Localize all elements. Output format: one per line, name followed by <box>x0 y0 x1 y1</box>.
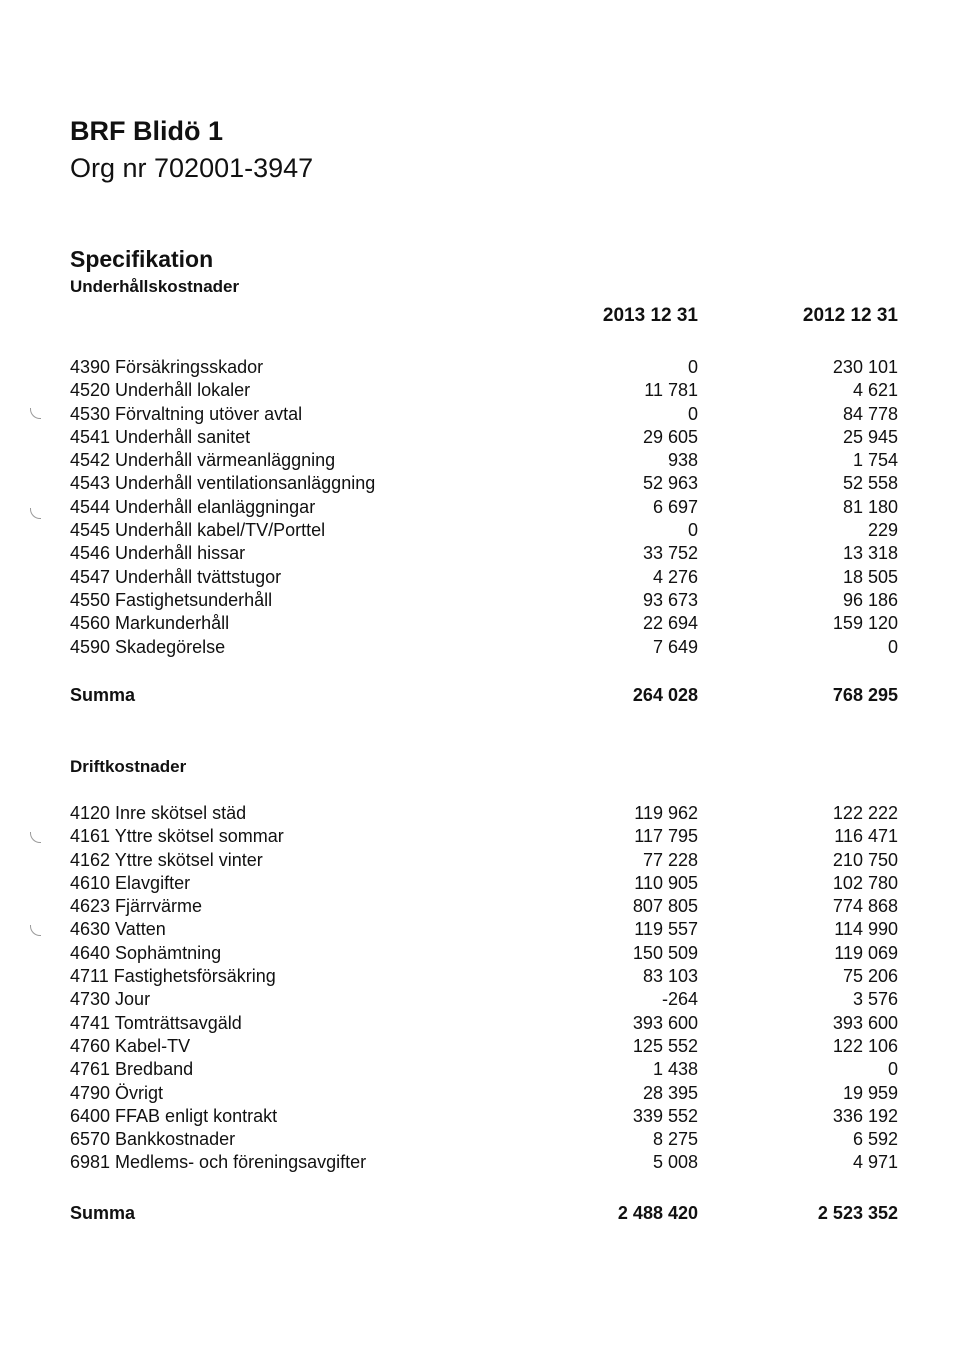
org-number: Org nr 702001-3947 <box>70 153 314 183</box>
row-value-2013: 7 649 <box>652 636 698 657</box>
row-label: 4162 Yttre skötsel vinter <box>70 849 263 870</box>
row-value-2012: 84 778 <box>842 403 898 424</box>
row-value-2012: 102 780 <box>832 872 898 893</box>
table-row <box>0 496 960 519</box>
row-value-2013: 110 905 <box>634 872 698 893</box>
row-value-2013: 29 605 <box>642 426 698 447</box>
row-label: 4541 Underhåll sanitet <box>70 426 251 447</box>
row-label: 4543 Underhåll ventilationsanläggning <box>70 473 376 494</box>
row-value-2012: 230 101 <box>832 357 898 377</box>
row-value-2012: 18 505 <box>842 566 898 587</box>
table-row <box>0 1151 960 1174</box>
company-name: BRF Blidö 1 <box>70 116 223 146</box>
column-header-2013: 2013 12 31 <box>602 305 698 326</box>
table-row <box>0 918 960 941</box>
row-label: 6570 Bankkostnader <box>70 1129 236 1150</box>
row-value-2012: 0 <box>887 1059 898 1080</box>
row-value-2012: 0 <box>887 636 898 657</box>
row-value-2013: 93 673 <box>642 589 698 610</box>
row-label: 4730 Jour <box>70 989 151 1010</box>
row-value-2013: 52 963 <box>642 473 698 494</box>
section-heading-underhall: Underhållskostnader <box>70 277 240 296</box>
row-value-2012: 122 222 <box>832 803 898 823</box>
row-value-2013: 339 552 <box>632 1105 698 1126</box>
row-value-2013: 83 103 <box>642 966 698 987</box>
row-value-2012: 52 558 <box>842 473 898 494</box>
row-value-2013: 938 <box>667 450 698 471</box>
row-label: 4542 Underhåll värmeanläggning <box>70 450 336 471</box>
table-row <box>0 802 960 825</box>
row-label: 6400 FFAB enligt kontrakt <box>70 1105 278 1126</box>
table-row <box>0 449 960 472</box>
row-label: 4630 Vatten <box>70 919 166 940</box>
row-label: 4550 Fastighetsunderhåll <box>70 589 273 610</box>
row-label: 4790 Övrigt <box>70 1082 164 1103</box>
row-value-2013: 33 752 <box>642 543 698 564</box>
row-label: 4560 Markunderhåll <box>70 613 230 634</box>
row-label: 4760 Kabel-TV <box>70 1035 191 1056</box>
table-row <box>0 825 960 848</box>
row-value-2013: 150 509 <box>632 942 698 963</box>
row-label: 4520 Underhåll lokaler <box>70 380 251 401</box>
row-value-2013: 6 697 <box>652 496 698 517</box>
table-row <box>0 1058 960 1081</box>
row-value-2013: 5 008 <box>652 1152 698 1173</box>
row-value-2013: 117 795 <box>634 826 698 847</box>
table-row <box>0 1035 960 1058</box>
row-label: 4741 Tomträttsavgäld <box>70 1012 242 1033</box>
row-label: 4590 Skadegörelse <box>70 636 226 657</box>
row-value-2013: 119 557 <box>634 919 698 940</box>
row-label: 4390 Försäkringsskador <box>70 357 264 377</box>
row-label: 4761 Bredband <box>70 1059 194 1080</box>
row-value-2013: 393 600 <box>632 1012 698 1033</box>
row-value-2013: 22 694 <box>642 613 698 634</box>
drift-table <box>0 802 960 1175</box>
row-value-2013: 4 276 <box>652 566 698 587</box>
column-header-2012: 2012 12 31 <box>802 305 898 326</box>
row-value-2012: 229 <box>867 520 898 541</box>
table-row <box>0 472 960 495</box>
table-row <box>0 895 960 918</box>
table-row <box>0 988 960 1011</box>
sum-value-2012: 768 295 <box>832 685 898 705</box>
row-label: 4530 Förvaltning utöver avtal <box>70 403 303 424</box>
table-row <box>0 589 960 612</box>
table-row <box>0 379 960 402</box>
row-value-2012: 116 471 <box>834 826 898 847</box>
row-value-2012: 774 868 <box>832 896 898 917</box>
row-value-2013: 0 <box>687 357 698 377</box>
row-value-2012: 114 990 <box>834 919 898 940</box>
section-heading-drift: Driftkostnader <box>70 757 187 776</box>
sum-value-2012: 2 523 352 <box>817 1203 898 1223</box>
row-value-2013: 11 781 <box>644 380 698 401</box>
row-label: 4623 Fjärrvärme <box>70 896 203 917</box>
row-value-2013: 807 805 <box>632 896 698 917</box>
row-value-2012: 210 750 <box>832 849 898 870</box>
row-value-2012: 96 186 <box>842 589 898 610</box>
row-label: 4544 Underhåll elanläggningar <box>70 496 316 517</box>
row-value-2012: 122 106 <box>832 1035 898 1056</box>
row-label: 4545 Underhåll kabel/TV/Porttel <box>70 520 326 541</box>
table-row <box>0 356 960 379</box>
sum-label: Summa <box>70 1203 136 1223</box>
row-value-2012: 25 945 <box>842 426 898 447</box>
sum-label: Summa <box>70 685 136 705</box>
row-label: 4640 Sophämtning <box>70 942 222 963</box>
row-value-2013: 0 <box>687 520 698 541</box>
row-value-2012: 4 971 <box>852 1152 898 1173</box>
row-label: 4547 Underhåll tvättstugor <box>70 566 282 587</box>
sum-value-2013: 2 488 420 <box>617 1203 698 1223</box>
underhall-table <box>0 356 960 659</box>
page-title: Specifikation <box>70 246 214 272</box>
sum-value-2013: 264 028 <box>632 685 698 705</box>
row-label: 6981 Medlems- och föreningsavgifter <box>70 1152 367 1173</box>
row-value-2013: 28 395 <box>642 1082 698 1103</box>
row-value-2012: 3 576 <box>852 989 898 1010</box>
row-value-2013: 77 228 <box>642 849 698 870</box>
row-value-2012: 119 069 <box>834 942 898 963</box>
table-row <box>0 1012 960 1035</box>
table-row <box>0 519 960 542</box>
row-label: 4711 Fastighetsförsäkring <box>70 966 276 987</box>
row-label: 4161 Yttre skötsel sommar <box>70 826 284 847</box>
table-row <box>0 942 960 965</box>
row-value-2012: 6 592 <box>852 1129 898 1150</box>
drift-sum-row <box>0 1200 960 1226</box>
row-value-2012: 1 754 <box>852 450 898 471</box>
table-row <box>0 1128 960 1151</box>
table-row <box>0 403 960 426</box>
table-row <box>0 566 960 589</box>
row-value-2013: 119 962 <box>634 803 698 823</box>
table-row <box>0 426 960 449</box>
row-value-2012: 75 206 <box>842 966 898 987</box>
underhall-sum-row <box>0 682 960 708</box>
row-value-2012: 336 192 <box>832 1105 898 1126</box>
row-label: 4546 Underhåll hissar <box>70 543 246 564</box>
table-row <box>0 542 960 565</box>
row-value-2013: 1 438 <box>652 1059 698 1080</box>
table-row <box>0 636 960 659</box>
row-value-2012: 393 600 <box>832 1012 898 1033</box>
row-value-2013: 0 <box>687 403 698 424</box>
row-label: 4120 Inre skötsel städ <box>70 803 247 823</box>
table-row <box>0 965 960 988</box>
row-value-2012: 4 621 <box>852 380 898 401</box>
row-value-2013: 125 552 <box>632 1035 698 1056</box>
table-row <box>0 849 960 872</box>
row-value-2012: 13 318 <box>842 543 898 564</box>
row-value-2012: 19 959 <box>842 1082 898 1103</box>
row-value-2013: 8 275 <box>652 1129 698 1150</box>
row-label: 4610 Elavgifter <box>70 872 191 893</box>
table-row <box>0 872 960 895</box>
table-row <box>0 1105 960 1128</box>
table-row <box>0 612 960 635</box>
row-value-2012: 159 120 <box>832 613 898 634</box>
row-value-2012: 81 180 <box>842 496 898 517</box>
table-row <box>0 1082 960 1105</box>
row-value-2013: -264 <box>661 989 698 1010</box>
